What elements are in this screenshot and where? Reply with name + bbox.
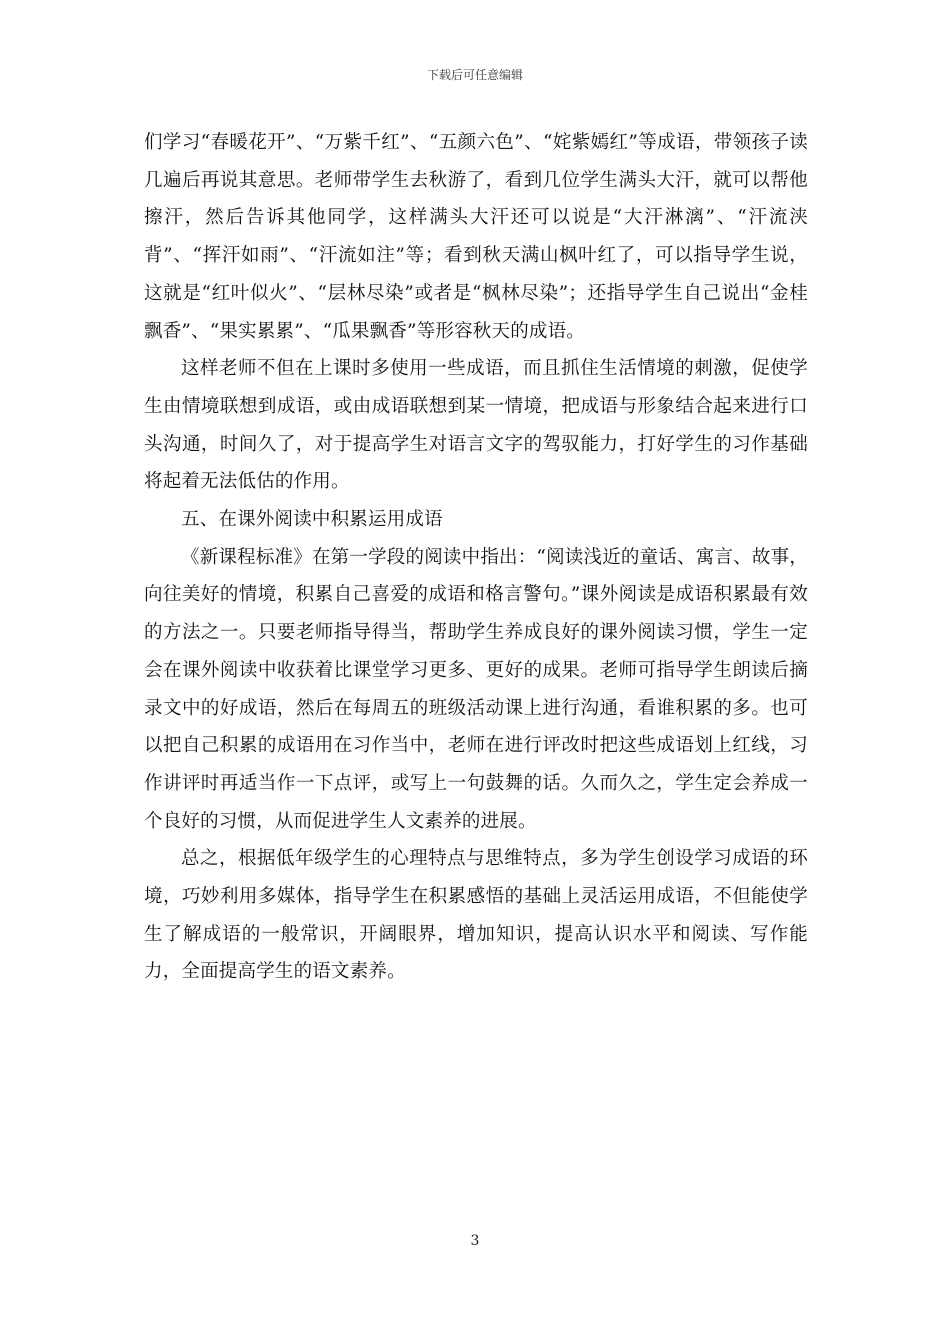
page-header: 下载后可任意编辑: [426, 68, 523, 82]
paragraph: 这样老师不但在上课时多使用一些成语，而且抓住生活情境的刺激，促使学生由情境联想到成语，或由成语联想到某一情境，把成语与形象结合起来进行口头沟通，时间久了，对于提高学生对语言文字的驾驭能力，打好学生的习作基础将起着无法低估的作用。: [144, 358, 808, 493]
paragraph-continuation: 们学习“春暖花开”、“万紫千红”、“五颜六色”、“姹紫嫣红”等成语，带领孩子读几遍后再说其意思。老师带学生去秋游了，看到几位学生满头大汗，就可以帮他擦汗，然后告诉其他同学，这样满头大汗还可以说是“大汗淋漓”、“汗流浃背”、“挥汗如雨”、“汗流如注”等；看到秋天满山枫叶红了，可以指导学生说，这就是“红叶似火”、“层林尽染”或者是“枫林尽染”；还指导学生自己说出“金桂飘香”、“果实累累”、“瓜果飘香”等形容秋天的成语。: [144, 132, 808, 342]
paragraph: 总之，根据低年级学生的心理特点与思维特点，多为学生创设学习成语的环境，巧妙利用多媒体，指导学生在积累感悟的基础上灵活运用成语，不但能使学生了解成语的一般常识，开阔眼界，增加知识，提高认识水平和阅读、写作能力，全面提高学生的语文素养。: [144, 848, 808, 983]
paragraph: 《新课程标准》在第一学段的阅读中指出：“阅读浅近的童话、寓言、故事，向往美好的情境，积累自己喜爱的成语和格言警句。”课外阅读是成语积累最有效的方法之一。只要老师指导得当，帮助学生养成良好的课外阅读习惯，学生一定会在课外阅读中收获着比课堂学习更多、更好的成果。老师可指导学生朗读后摘录文中的好成语，然后在每周五的班级活动课上进行沟通，看谁积累的多。也可以把自己积累的成语用在习作当中，老师在进行评改时把这些成语划上红线，习作讲评时再适当作一下点评，或写上一句鼓舞的话。久而久之，学生定会养成一个良好的习惯，从而促进学生人文素养的进展。: [144, 546, 808, 832]
page-number: 3: [470, 1233, 480, 1249]
document-body: [144, 124, 808, 991]
section-heading: 五、在课外阅读中积累运用成语: [181, 509, 443, 531]
